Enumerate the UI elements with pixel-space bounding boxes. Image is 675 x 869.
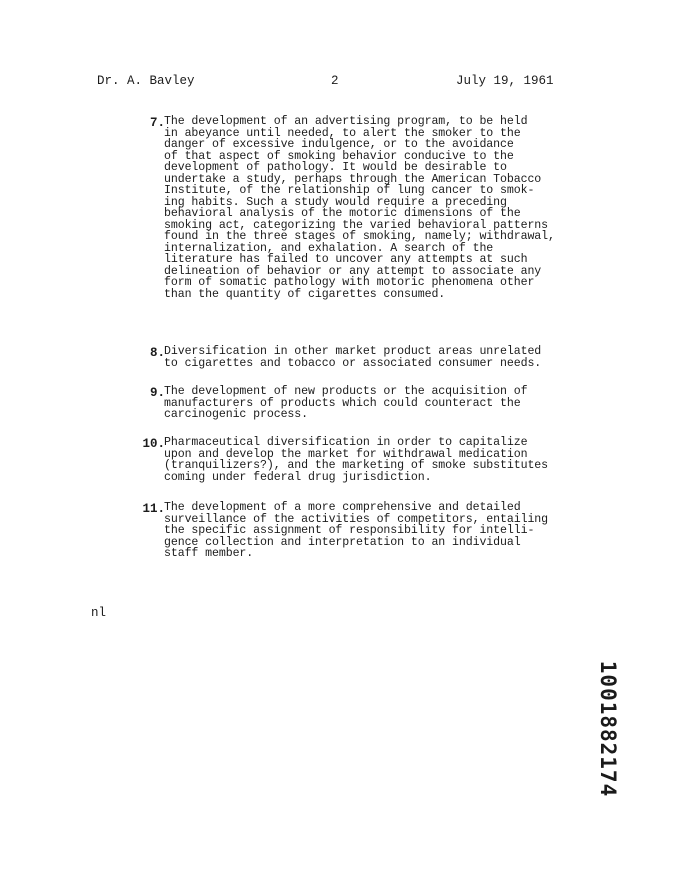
item-number: 8.: [149, 346, 165, 360]
item-number: 9.: [149, 386, 165, 400]
bates-number: 1001882174: [596, 660, 620, 798]
item-number: 10.: [142, 437, 165, 451]
item-text: The development of an advertising program, to be held in abeyance until needed, to alert the smoker to the danger of excessive indulgence, or to the avoidance of that aspect of smoking behavior conducive to the development of pathology. It would be desirable to undertake a study, perhaps through the American Tobacco Institute, of the relationship of lung cancer to smok- ing habits. Such a study would require a preceding behavioral analysis of the motoric dimensions of the smoking act, categorizing the varied behavioral patterns found in the three stages of smoking, namely; withdrawal, internalization, and exhalation. A search of the literature has failed to uncover any attempts at such delineation of behavior or any attempt to associate any form of somatic pathology with motoric phenomena other than the quantity of cigarettes consumed.: [164, 115, 555, 301]
page-number: 2: [331, 74, 339, 88]
recipient-name: Dr. A. Bavley: [97, 74, 195, 88]
item-text: Pharmaceutical diversification in order to capitalize upon and develop the market for withdrawal medication (tranquilizers?), and the marketing of smoke substitutes coming under federal drug jurisdiction.: [164, 436, 549, 484]
typist-initials: nl: [91, 606, 107, 620]
item-text: The development of new products or the acquisition of manufacturers of products which could counteract the carcinogenic process.: [164, 385, 528, 421]
item-text: Diversification in other market product areas unrelated to cigarettes and tobacco or associated consumer needs.: [164, 345, 542, 370]
item-number: 11.: [142, 502, 165, 516]
item-text: The development of a more comprehensive and detailed surveillance of the activities of competitors, entailing the specific assignment of responsibility for intelli- gence collection and interpretation to an individual staff member.: [164, 501, 549, 560]
item-number: 7.: [149, 116, 165, 130]
letter-date: July 19, 1961: [456, 74, 554, 88]
